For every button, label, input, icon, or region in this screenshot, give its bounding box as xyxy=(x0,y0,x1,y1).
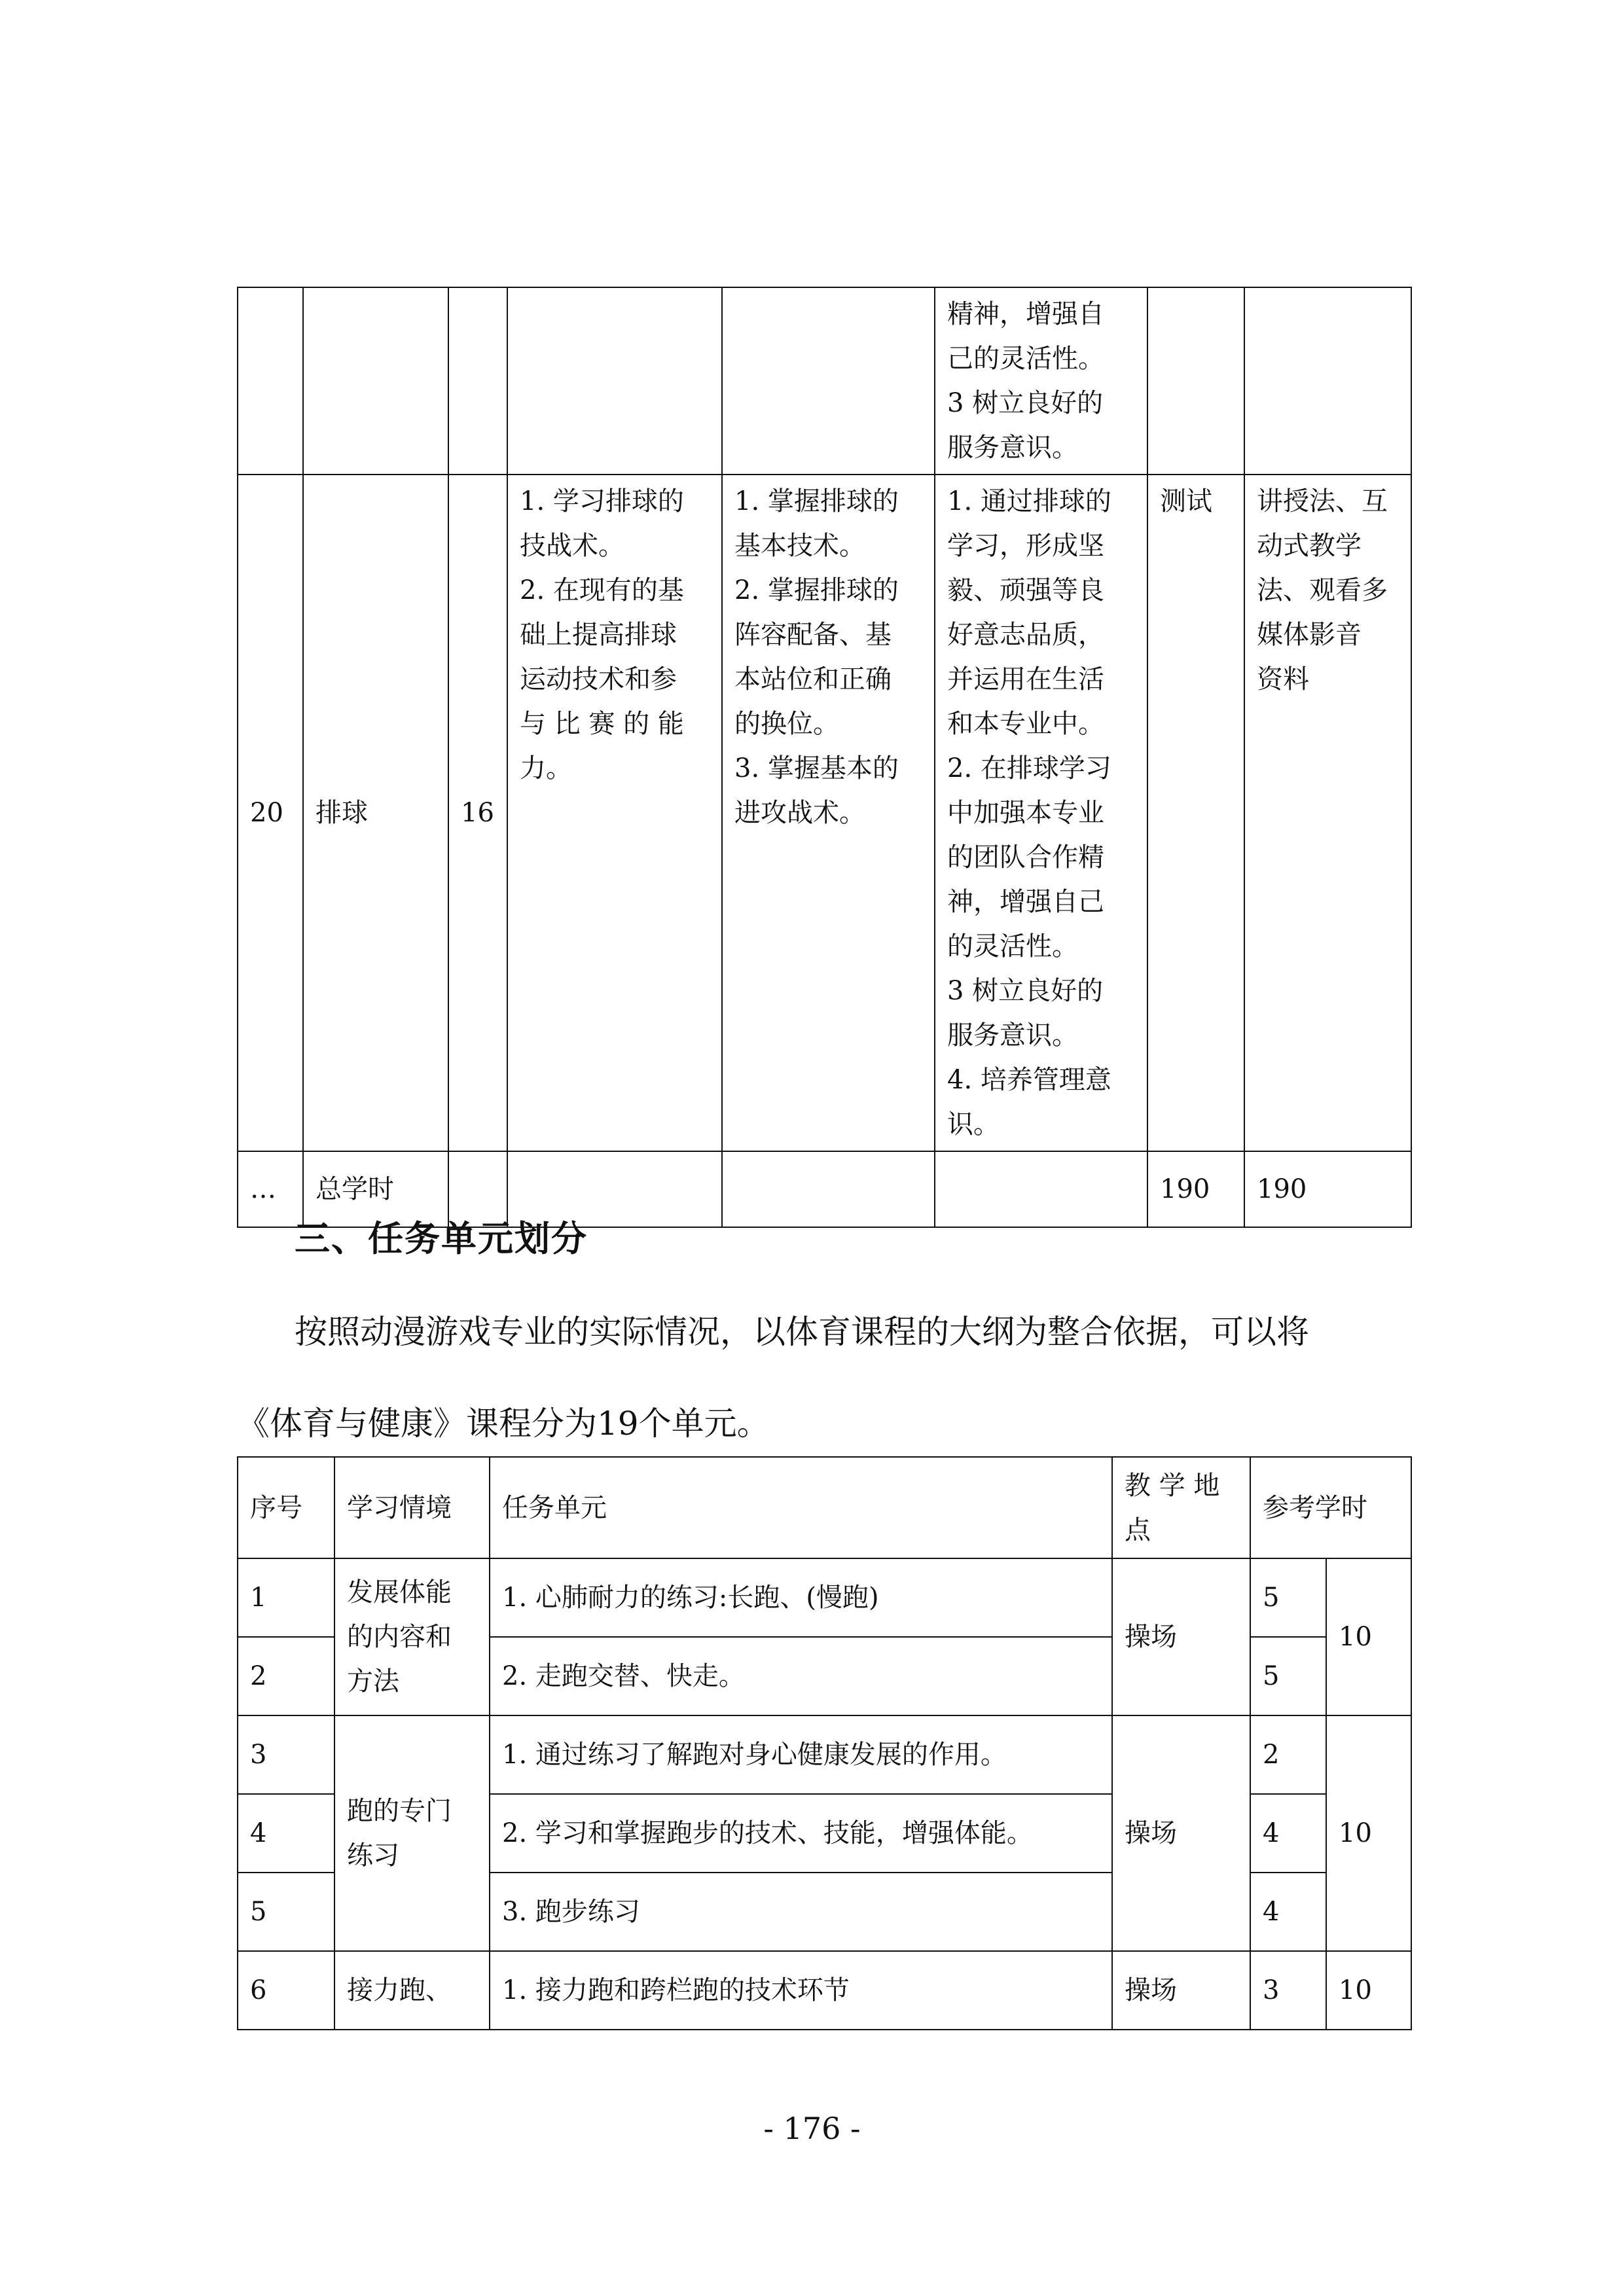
task-cell: 1. 心肺耐力的练习:长跑、(慢跑) xyxy=(490,1558,1112,1637)
hours-cell: 4 xyxy=(1250,1794,1326,1873)
cell-line: 资料 xyxy=(1257,664,1309,694)
section-heading: 三、任务单元划分 xyxy=(295,1217,588,1259)
cell-line: 点 xyxy=(1125,1515,1151,1545)
cell-line: 服务意识。 xyxy=(947,433,1078,463)
cell-line: 与 比 赛 的 能 xyxy=(520,709,684,739)
hours-cell: 3 xyxy=(1250,1951,1326,2030)
total-hours-value: 190 xyxy=(1244,1151,1411,1227)
table-cell xyxy=(722,287,935,475)
hours-cell: 4 xyxy=(1250,1873,1326,1951)
cell-line: 技战术。 xyxy=(520,531,624,561)
cell-line: 的灵活性。 xyxy=(947,931,1078,961)
table-row xyxy=(238,1558,1411,1637)
table-row-continuation xyxy=(238,287,1411,475)
place-cell: 操场 xyxy=(1112,1951,1250,2030)
hours-cell: 5 xyxy=(1250,1637,1326,1715)
row-number: 5 xyxy=(238,1873,334,1951)
place-cell: 操场 xyxy=(1112,1715,1250,1951)
total-hours-value: 190 xyxy=(1147,1151,1244,1227)
table-cell xyxy=(935,1151,1147,1227)
row-number: 4 xyxy=(238,1794,334,1873)
cell-line: 发展体能 xyxy=(347,1577,452,1607)
cell-line: 力。 xyxy=(520,753,572,783)
total-hours-cell: 10 xyxy=(1326,1715,1411,1951)
cell-line: 服务意识。 xyxy=(947,1020,1078,1050)
cell-line: 中加强本专业 xyxy=(947,798,1104,828)
total-hours-cell: 10 xyxy=(1326,1951,1411,2030)
cell-line: 法、观看多 xyxy=(1257,575,1388,605)
hours-cell: 5 xyxy=(1250,1558,1326,1637)
task-cell: 1. 接力跑和跨栏跑的技术环节 xyxy=(490,1951,1112,2030)
header-place xyxy=(1112,1457,1250,1558)
cell-line: 教 学 地 xyxy=(1125,1470,1220,1501)
table-cell xyxy=(722,1151,935,1227)
table-cell xyxy=(238,287,303,475)
row-number: 6 xyxy=(238,1951,334,2030)
cell-line: 1. 掌握排球的 xyxy=(734,486,899,516)
skills-goal-cell xyxy=(722,475,935,1151)
place-cell: 操场 xyxy=(1112,1558,1250,1715)
total-hours-label: 总学时 xyxy=(303,1151,448,1227)
task-unit-table xyxy=(237,1456,1412,2030)
cell-line: 讲授法、互 xyxy=(1257,486,1388,516)
total-hours-cell: 10 xyxy=(1326,1558,1411,1715)
situation-cell xyxy=(334,1558,490,1715)
course-name: 排球 xyxy=(303,475,448,1151)
cell-line: 的团队合作精 xyxy=(947,842,1104,872)
cell-line: 神，增强自己 xyxy=(947,887,1104,917)
cell-line: 并运用在生活 xyxy=(947,664,1104,694)
task-cell: 1. 通过练习了解跑对身心健康发展的作用。 xyxy=(490,1715,1112,1794)
table-cell xyxy=(1244,287,1411,475)
cell-line: 2. 掌握排球的 xyxy=(734,575,899,605)
paragraph-line: 《体育与健康》课程分为19个单元。 xyxy=(237,1405,770,1443)
table-row xyxy=(238,1715,1411,1794)
quality-goal-cell xyxy=(935,287,1147,475)
table-cell xyxy=(507,287,722,475)
course-hours: 16 xyxy=(448,475,507,1151)
row-number: … xyxy=(238,1151,303,1227)
cell-line: 进攻战术。 xyxy=(734,798,865,828)
row-number: 2 xyxy=(238,1637,334,1715)
hours-cell: 2 xyxy=(1250,1715,1326,1794)
row-number: 1 xyxy=(238,1558,334,1637)
cell-line: 的换位。 xyxy=(734,709,839,739)
cell-line: 媒体影音 xyxy=(1257,620,1362,650)
cell-line: 2. 在排球学习 xyxy=(947,753,1111,783)
header-situation: 学习情境 xyxy=(334,1457,490,1558)
table-cell xyxy=(1147,287,1244,475)
cell-line: 本站位和正确 xyxy=(734,664,892,694)
cell-line: 阵容配备、基 xyxy=(734,620,892,650)
paragraph-line: 按照动漫游戏专业的实际情况，以体育课程的大纲为整合依据，可以将 xyxy=(295,1313,1309,1351)
cell-line: 好意志品质， xyxy=(947,620,1104,650)
cell-line: 3 树立良好的 xyxy=(947,976,1104,1006)
teaching-method-cell xyxy=(1244,475,1411,1151)
situation-cell xyxy=(334,1715,490,1951)
cell-line: 4. 培养管理意 xyxy=(947,1065,1111,1095)
cell-line: 毅、顽强等良 xyxy=(947,575,1104,605)
cell-line: 和本专业中。 xyxy=(947,709,1104,739)
situation-cell: 接力跑、 xyxy=(334,1951,490,2030)
table-header-row xyxy=(238,1457,1411,1558)
table-row-volleyball xyxy=(238,475,1411,1151)
cell-line: 的内容和 xyxy=(347,1622,452,1652)
table-cell xyxy=(448,287,507,475)
table-cell xyxy=(303,287,448,475)
cell-line: 己的灵活性。 xyxy=(947,344,1104,374)
course-table xyxy=(237,287,1412,1228)
cell-line: 1. 学习排球的 xyxy=(520,486,684,516)
cell-line: 识。 xyxy=(947,1109,1000,1139)
cell-line: 2. 在现有的基 xyxy=(520,575,684,605)
quality-goal-cell xyxy=(935,475,1147,1151)
cell-line: 1. 通过排球的 xyxy=(947,486,1111,516)
page-number: - 176 - xyxy=(763,2111,861,2146)
task-cell: 2. 走跑交替、快走。 xyxy=(490,1637,1112,1715)
cell-line: 础上提高排球 xyxy=(520,620,677,650)
table-row xyxy=(238,1951,1411,2030)
task-cell: 2. 学习和掌握跑步的技术、技能，增强体能。 xyxy=(490,1794,1112,1873)
cell-line: 3. 掌握基本的 xyxy=(734,753,899,783)
assessment-cell: 测试 xyxy=(1147,475,1244,1151)
cell-line: 精神，增强自 xyxy=(947,299,1104,329)
row-number: 3 xyxy=(238,1715,334,1794)
cell-line: 基本技术。 xyxy=(734,531,865,561)
cell-line: 学习，形成坚 xyxy=(947,531,1104,561)
header-no: 序号 xyxy=(238,1457,334,1558)
teaching-content-cell xyxy=(507,475,722,1151)
cell-line: 跑的专门 xyxy=(347,1796,452,1826)
cell-line: 方法 xyxy=(347,1666,399,1696)
cell-line: 3 树立良好的 xyxy=(947,388,1104,418)
row-number: 20 xyxy=(238,475,303,1151)
cell-line: 运动技术和参 xyxy=(520,664,677,694)
cell-line: 练习 xyxy=(347,1840,399,1871)
task-cell: 3. 跑步练习 xyxy=(490,1873,1112,1951)
cell-line: 动式教学 xyxy=(1257,531,1362,561)
header-hours: 参考学时 xyxy=(1250,1457,1411,1558)
header-task: 任务单元 xyxy=(490,1457,1112,1558)
